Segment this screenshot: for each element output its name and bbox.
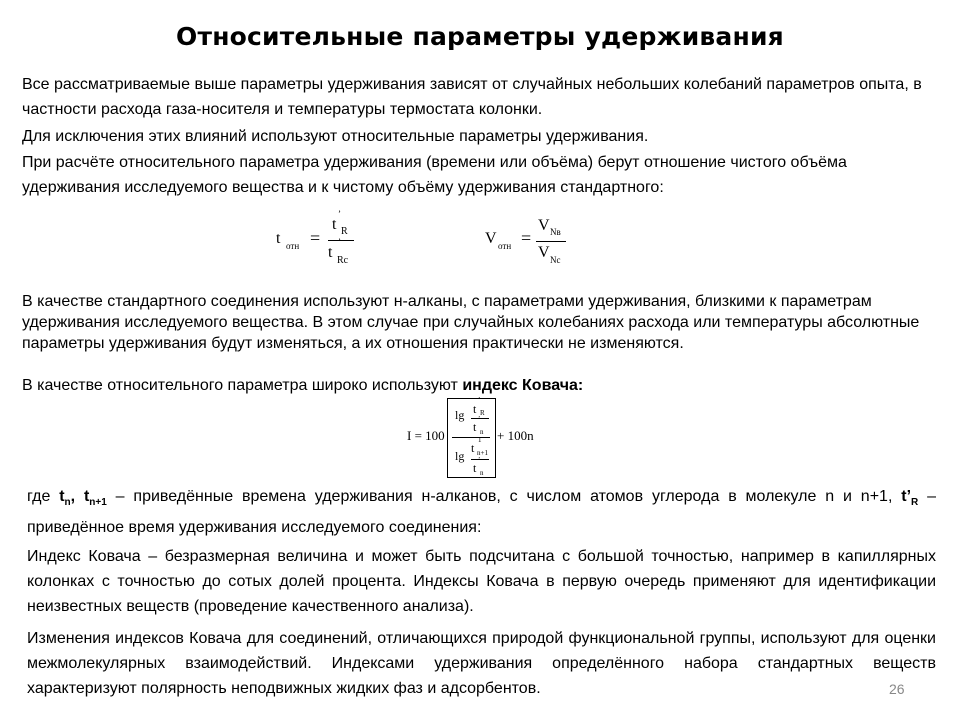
f1-den-sub: Rc bbox=[337, 255, 349, 266]
paragraph-2: Для исключения этих влияний используют относительные параметры удерживания. bbox=[22, 128, 649, 145]
f3-tn1-sub: n+1 bbox=[477, 449, 488, 457]
f3-tail: + 100n bbox=[497, 428, 534, 443]
p6-rest1: – приведённые времена удерживания н-алканов, с числом атомов углерода в молекуле n и n+1, bbox=[106, 488, 902, 505]
p6-tn: t bbox=[59, 488, 65, 505]
paragraph-5-text: В качестве относительного параметра широко используют bbox=[22, 377, 463, 394]
f3-tn-a-sub: n bbox=[480, 428, 484, 436]
f1-den: t bbox=[328, 244, 333, 261]
f1-num: t bbox=[332, 216, 337, 233]
f1-den-prime: ’ bbox=[338, 237, 341, 247]
f1-num-prime: ’ bbox=[338, 209, 341, 219]
f1-num-sub: R bbox=[341, 226, 348, 237]
page-title: Относительные параметры удерживания bbox=[176, 22, 784, 51]
f3-lhs: I = 100 bbox=[407, 428, 445, 443]
p6-comma: , bbox=[70, 488, 84, 505]
f3-tn1-prime: 1 bbox=[478, 436, 482, 444]
f3-lg-upper: lg bbox=[455, 408, 465, 422]
f3-tn1: t bbox=[471, 441, 475, 455]
f2-lhs-sub: отн bbox=[498, 241, 512, 251]
f1-lhs-sub: отн bbox=[286, 241, 300, 251]
paragraph-3: При расчёте относительного параметра удерживания (времени или объёма) берут отношение чистого объёма удерживания исследуемого вещества и к чистому объёму удерживания стандартного: bbox=[22, 154, 847, 196]
p6-rest2: – приведённое время удерживания исследуемого соединения: bbox=[27, 488, 937, 537]
paragraph-5 bbox=[22, 375, 942, 396]
f3-tr-sub: R bbox=[480, 409, 485, 417]
f3-tn-a-prime: ’ bbox=[478, 415, 481, 423]
paragraph-6 bbox=[27, 484, 936, 540]
paragraph-1: Все рассматриваемые выше параметры удерживания зависят от случайных небольших колебаний параметров опыта, в частности расхода газа-носителя и температуры термостата колонки. bbox=[22, 76, 922, 118]
p6-tn1: t bbox=[83, 488, 90, 505]
f2-num-sub: Nв bbox=[550, 227, 561, 237]
f3-tr-prime: ’ bbox=[478, 396, 481, 404]
f3-lg-lower: lg bbox=[455, 449, 465, 463]
p6-tr-sub: R bbox=[911, 497, 919, 509]
page-number: 26 bbox=[889, 681, 905, 697]
f3-tr: t bbox=[473, 402, 477, 416]
f1-lhs: t bbox=[276, 230, 281, 247]
paragraph-7: Индекс Ковача – безразмерная величина и может быть подсчитана с большой точностью, например в капиллярных колонках с точностью до сотых долей процента. Индексы Ковача в первую очередь применяют для идентификации неизвестных веществ (проведение качественного анализа). bbox=[27, 548, 936, 615]
p6-tn-sub: n bbox=[64, 497, 71, 509]
f3-tn-b-prime: ’ bbox=[478, 456, 481, 464]
f3-tn-a: t bbox=[473, 420, 477, 434]
f3-main-fraction-line bbox=[452, 437, 490, 438]
kovats-index-term: индекс Ковача: bbox=[462, 377, 584, 394]
f2-lhs: V bbox=[485, 230, 497, 247]
f2-den-sub: Nc bbox=[550, 255, 561, 265]
p6-tn1-sub: n+1 bbox=[89, 497, 107, 509]
paragraph-8: Изменения индексов Ковача для соединений, отличающихся природой функциональной группы, используют для оценки межмолекулярных взаимодействий. Индексами удерживания определённого набора стандартных веществ характеризуют полярность неподвижных жидких фаз и адсорбентов. bbox=[27, 630, 936, 697]
f2-den: V bbox=[538, 244, 550, 261]
paragraph-4: В качестве стандартного соединения используют н-алканы, с параметрами удерживания, близкими к параметрам удерживания исследуемого вещества. В этом случае при случайных колебаниях расхода или температуры абсолютные параметры удерживания будут изменяться, а их отношения практически не изменяются. bbox=[22, 293, 920, 352]
f1-equals: = bbox=[310, 228, 321, 248]
f2-fraction-line bbox=[536, 241, 566, 242]
f3-tn-b: t bbox=[473, 461, 477, 475]
f2-equals: = bbox=[521, 228, 532, 248]
p6-where: где bbox=[27, 488, 60, 505]
p6-tr: t’ bbox=[901, 488, 912, 505]
f1-fraction-line bbox=[328, 240, 354, 241]
f2-num: V bbox=[538, 217, 550, 234]
f3-tn-b-sub: n bbox=[480, 469, 484, 477]
